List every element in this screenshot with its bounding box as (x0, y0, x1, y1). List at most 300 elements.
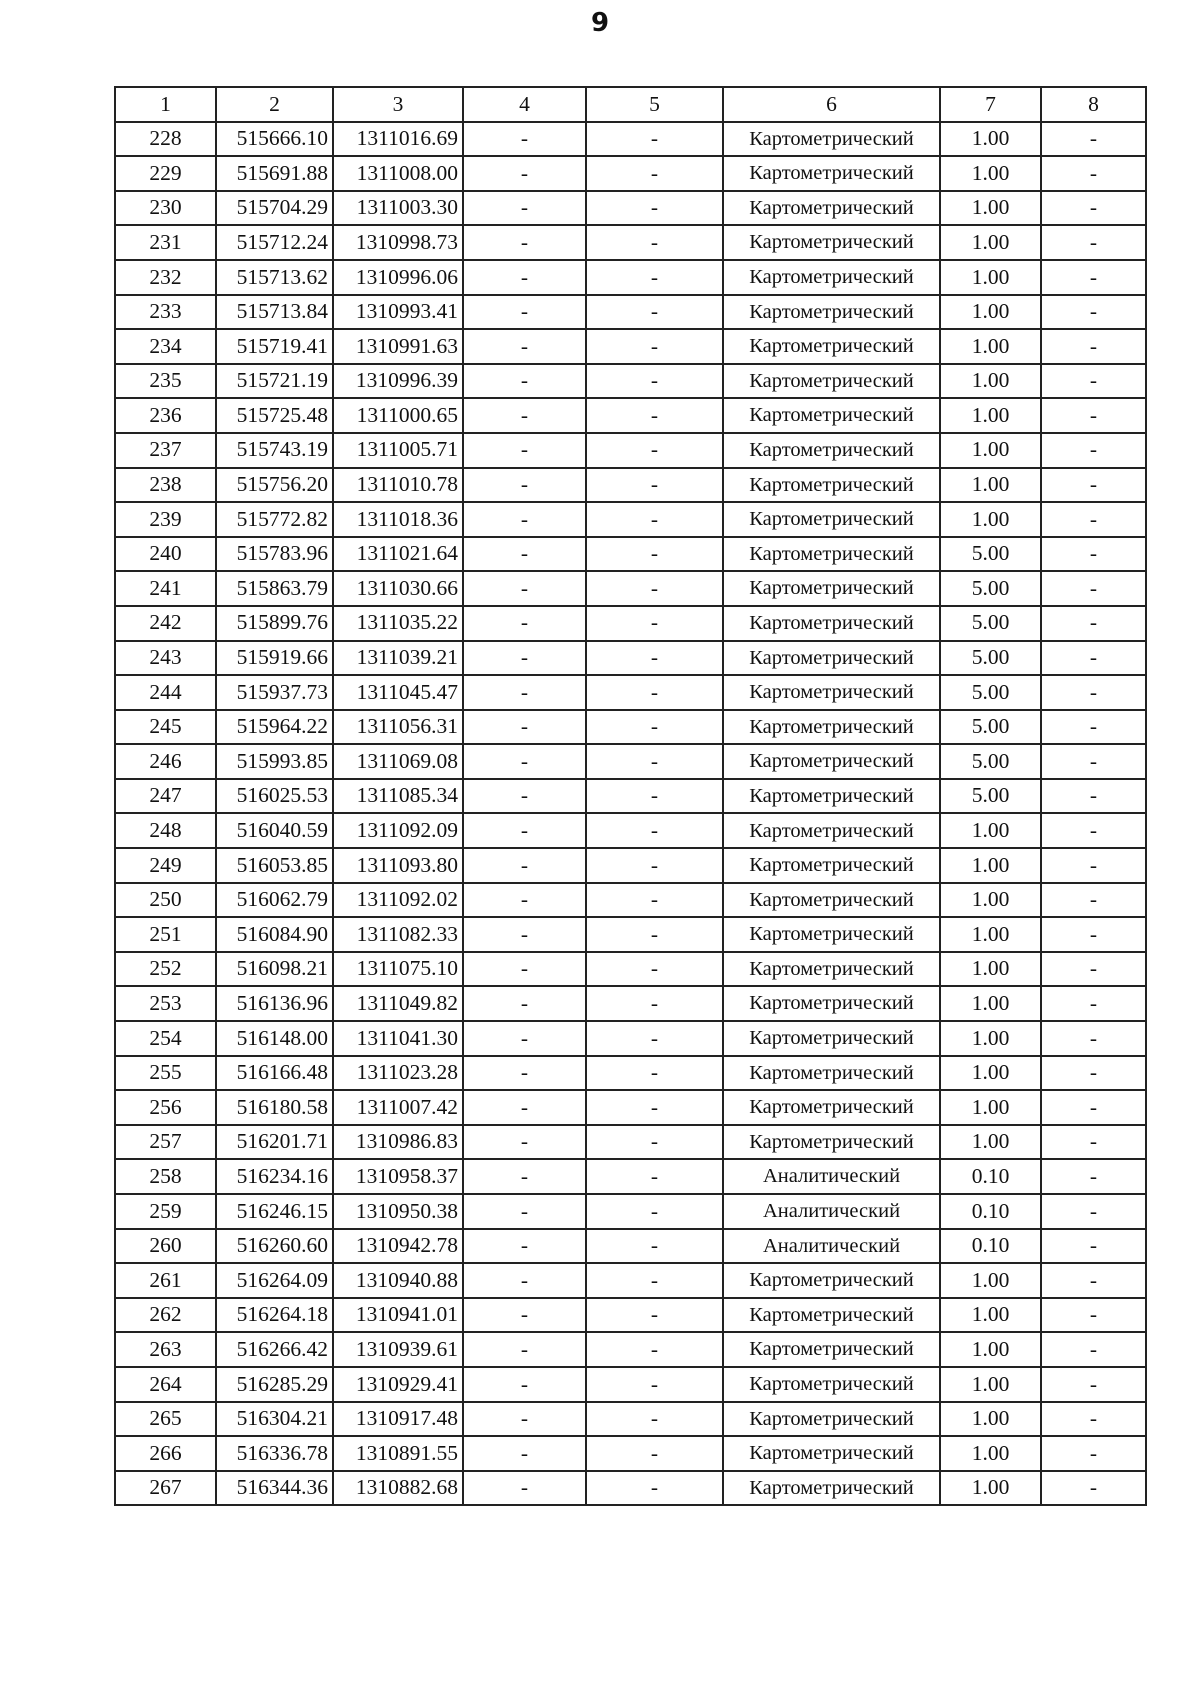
accuracy-cell: 5.00 (940, 779, 1041, 814)
column-header: 8 (1041, 87, 1146, 122)
accuracy-cell: 5.00 (940, 606, 1041, 641)
col4-cell: - (463, 675, 586, 710)
col4-cell: - (463, 364, 586, 399)
col4-cell: - (463, 1332, 586, 1367)
col4-cell: - (463, 813, 586, 848)
table-body (115, 122, 1146, 1506)
method-cell: Картометрический (723, 156, 940, 191)
col4-cell: - (463, 122, 586, 157)
table-row (115, 883, 1146, 918)
table-row (115, 1229, 1146, 1264)
table-row (115, 1125, 1146, 1160)
y-coordinate-cell: 1311030.66 (333, 571, 463, 606)
method-cell: Картометрический (723, 1263, 940, 1298)
x-coordinate-cell: 515756.20 (216, 468, 333, 503)
column-header: 1 (115, 87, 216, 122)
table-row (115, 710, 1146, 745)
accuracy-cell: 1.00 (940, 1298, 1041, 1333)
x-coordinate-cell: 516166.48 (216, 1056, 333, 1091)
y-coordinate-cell: 1310882.68 (333, 1471, 463, 1506)
col8-cell: - (1041, 1159, 1146, 1194)
accuracy-cell: 1.00 (940, 502, 1041, 537)
y-coordinate-cell: 1310986.83 (333, 1125, 463, 1160)
accuracy-cell: 1.00 (940, 848, 1041, 883)
accuracy-cell: 1.00 (940, 1263, 1041, 1298)
col5-cell: - (586, 1159, 723, 1194)
col5-cell: - (586, 1194, 723, 1229)
point-number-cell: 251 (115, 917, 216, 952)
point-number-cell: 253 (115, 986, 216, 1021)
col4-cell: - (463, 260, 586, 295)
accuracy-cell: 1.00 (940, 917, 1041, 952)
point-number-cell: 256 (115, 1090, 216, 1125)
col5-cell: - (586, 710, 723, 745)
point-number-cell: 252 (115, 952, 216, 987)
accuracy-cell: 5.00 (940, 675, 1041, 710)
col4-cell: - (463, 952, 586, 987)
y-coordinate-cell: 1310942.78 (333, 1229, 463, 1264)
table-row (115, 744, 1146, 779)
col8-cell: - (1041, 1263, 1146, 1298)
table-row (115, 433, 1146, 468)
x-coordinate-cell: 515704.29 (216, 191, 333, 226)
col5-cell: - (586, 398, 723, 433)
y-coordinate-cell: 1311075.10 (333, 952, 463, 987)
page-number: 9 (590, 8, 610, 38)
accuracy-cell: 1.00 (940, 1056, 1041, 1091)
table-row (115, 606, 1146, 641)
col4-cell: - (463, 502, 586, 537)
col8-cell: - (1041, 571, 1146, 606)
col8-cell: - (1041, 260, 1146, 295)
column-header: 6 (723, 87, 940, 122)
col5-cell: - (586, 571, 723, 606)
col5-cell: - (586, 1229, 723, 1264)
col8-cell: - (1041, 779, 1146, 814)
y-coordinate-cell: 1311021.64 (333, 537, 463, 572)
col5-cell: - (586, 1298, 723, 1333)
col8-cell: - (1041, 952, 1146, 987)
method-cell: Картометрический (723, 122, 940, 157)
table-row (115, 260, 1146, 295)
x-coordinate-cell: 515725.48 (216, 398, 333, 433)
table-row (115, 1021, 1146, 1056)
x-coordinate-cell: 516264.18 (216, 1298, 333, 1333)
col8-cell: - (1041, 986, 1146, 1021)
table-row (115, 1194, 1146, 1229)
col4-cell: - (463, 329, 586, 364)
col8-cell: - (1041, 1090, 1146, 1125)
method-cell: Картометрический (723, 1436, 940, 1471)
y-coordinate-cell: 1311010.78 (333, 468, 463, 503)
col5-cell: - (586, 917, 723, 952)
y-coordinate-cell: 1311035.22 (333, 606, 463, 641)
method-cell: Аналитический (723, 1229, 940, 1264)
col4-cell: - (463, 744, 586, 779)
method-cell: Картометрический (723, 1332, 940, 1367)
y-coordinate-cell: 1311092.02 (333, 883, 463, 918)
y-coordinate-cell: 1310958.37 (333, 1159, 463, 1194)
method-cell: Картометрический (723, 813, 940, 848)
col8-cell: - (1041, 1367, 1146, 1402)
table-row (115, 122, 1146, 157)
accuracy-cell: 1.00 (940, 1367, 1041, 1402)
y-coordinate-cell: 1310940.88 (333, 1263, 463, 1298)
table-header-row (115, 87, 1146, 122)
method-cell: Картометрический (723, 1056, 940, 1091)
x-coordinate-cell: 516084.90 (216, 917, 333, 952)
point-number-cell: 255 (115, 1056, 216, 1091)
table-row (115, 537, 1146, 572)
col8-cell: - (1041, 468, 1146, 503)
point-number-cell: 262 (115, 1298, 216, 1333)
x-coordinate-cell: 516285.29 (216, 1367, 333, 1402)
accuracy-cell: 1.00 (940, 122, 1041, 157)
accuracy-cell: 1.00 (940, 1125, 1041, 1160)
accuracy-cell: 1.00 (940, 398, 1041, 433)
table-row (115, 571, 1146, 606)
x-coordinate-cell: 515719.41 (216, 329, 333, 364)
col4-cell: - (463, 156, 586, 191)
point-number-cell: 249 (115, 848, 216, 883)
col4-cell: - (463, 606, 586, 641)
x-coordinate-cell: 516344.36 (216, 1471, 333, 1506)
accuracy-cell: 1.00 (940, 156, 1041, 191)
x-coordinate-cell: 515863.79 (216, 571, 333, 606)
table-row (115, 225, 1146, 260)
point-number-cell: 242 (115, 606, 216, 641)
point-number-cell: 247 (115, 779, 216, 814)
accuracy-cell: 1.00 (940, 813, 1041, 848)
x-coordinate-cell: 515964.22 (216, 710, 333, 745)
x-coordinate-cell: 515666.10 (216, 122, 333, 157)
y-coordinate-cell: 1310939.61 (333, 1332, 463, 1367)
method-cell: Картометрический (723, 848, 940, 883)
point-number-cell: 267 (115, 1471, 216, 1506)
x-coordinate-cell: 515713.62 (216, 260, 333, 295)
y-coordinate-cell: 1310917.48 (333, 1402, 463, 1437)
accuracy-cell: 1.00 (940, 1436, 1041, 1471)
col8-cell: - (1041, 295, 1146, 330)
table-row (115, 329, 1146, 364)
column-header: 5 (586, 87, 723, 122)
x-coordinate-cell: 516136.96 (216, 986, 333, 1021)
method-cell: Аналитический (723, 1194, 940, 1229)
point-number-cell: 259 (115, 1194, 216, 1229)
accuracy-cell: 1.00 (940, 295, 1041, 330)
col5-cell: - (586, 156, 723, 191)
col8-cell: - (1041, 433, 1146, 468)
accuracy-cell: 1.00 (940, 952, 1041, 987)
table-row (115, 1090, 1146, 1125)
method-cell: Картометрический (723, 1021, 940, 1056)
col8-cell: - (1041, 744, 1146, 779)
col4-cell: - (463, 225, 586, 260)
point-number-cell: 229 (115, 156, 216, 191)
accuracy-cell: 1.00 (940, 1471, 1041, 1506)
column-header: 4 (463, 87, 586, 122)
y-coordinate-cell: 1311082.33 (333, 917, 463, 952)
col4-cell: - (463, 710, 586, 745)
point-number-cell: 245 (115, 710, 216, 745)
table-row (115, 779, 1146, 814)
x-coordinate-cell: 515772.82 (216, 502, 333, 537)
col8-cell: - (1041, 641, 1146, 676)
y-coordinate-cell: 1311085.34 (333, 779, 463, 814)
x-coordinate-cell: 516336.78 (216, 1436, 333, 1471)
x-coordinate-cell: 516180.58 (216, 1090, 333, 1125)
method-cell: Картометрический (723, 1298, 940, 1333)
col8-cell: - (1041, 329, 1146, 364)
x-coordinate-cell: 516264.09 (216, 1263, 333, 1298)
method-cell: Картометрический (723, 329, 940, 364)
accuracy-cell: 1.00 (940, 260, 1041, 295)
method-cell: Картометрический (723, 1125, 940, 1160)
col8-cell: - (1041, 398, 1146, 433)
table-row (115, 986, 1146, 1021)
point-number-cell: 265 (115, 1402, 216, 1437)
table-row (115, 813, 1146, 848)
x-coordinate-cell: 515937.73 (216, 675, 333, 710)
accuracy-cell: 5.00 (940, 710, 1041, 745)
col4-cell: - (463, 398, 586, 433)
table-row (115, 191, 1146, 226)
col8-cell: - (1041, 1298, 1146, 1333)
col8-cell: - (1041, 191, 1146, 226)
col5-cell: - (586, 1263, 723, 1298)
table-row (115, 675, 1146, 710)
col5-cell: - (586, 329, 723, 364)
table-row (115, 468, 1146, 503)
method-cell: Картометрический (723, 537, 940, 572)
table-row (115, 1367, 1146, 1402)
column-header: 2 (216, 87, 333, 122)
accuracy-cell: 5.00 (940, 744, 1041, 779)
col4-cell: - (463, 1021, 586, 1056)
method-cell: Картометрический (723, 606, 940, 641)
table-row (115, 1332, 1146, 1367)
col4-cell: - (463, 1298, 586, 1333)
point-number-cell: 246 (115, 744, 216, 779)
table-row (115, 641, 1146, 676)
point-number-cell: 231 (115, 225, 216, 260)
method-cell: Картометрический (723, 883, 940, 918)
accuracy-cell: 0.10 (940, 1194, 1041, 1229)
point-number-cell: 241 (115, 571, 216, 606)
col4-cell: - (463, 1159, 586, 1194)
x-coordinate-cell: 516148.00 (216, 1021, 333, 1056)
col8-cell: - (1041, 813, 1146, 848)
table-row (115, 1298, 1146, 1333)
col5-cell: - (586, 1125, 723, 1160)
col4-cell: - (463, 468, 586, 503)
table-row (115, 398, 1146, 433)
col8-cell: - (1041, 1402, 1146, 1437)
point-number-cell: 254 (115, 1021, 216, 1056)
y-coordinate-cell: 1310941.01 (333, 1298, 463, 1333)
method-cell: Аналитический (723, 1159, 940, 1194)
method-cell: Картометрический (723, 295, 940, 330)
col5-cell: - (586, 260, 723, 295)
y-coordinate-cell: 1310996.39 (333, 364, 463, 399)
col5-cell: - (586, 675, 723, 710)
col8-cell: - (1041, 1021, 1146, 1056)
accuracy-cell: 5.00 (940, 537, 1041, 572)
col4-cell: - (463, 1056, 586, 1091)
x-coordinate-cell: 515919.66 (216, 641, 333, 676)
col8-cell: - (1041, 1056, 1146, 1091)
col5-cell: - (586, 1436, 723, 1471)
y-coordinate-cell: 1311041.30 (333, 1021, 463, 1056)
accuracy-cell: 5.00 (940, 641, 1041, 676)
method-cell: Картометрический (723, 225, 940, 260)
col5-cell: - (586, 122, 723, 157)
method-cell: Картометрический (723, 433, 940, 468)
method-cell: Картометрический (723, 986, 940, 1021)
col8-cell: - (1041, 1436, 1146, 1471)
point-number-cell: 248 (115, 813, 216, 848)
x-coordinate-cell: 516025.53 (216, 779, 333, 814)
col5-cell: - (586, 1471, 723, 1506)
point-number-cell: 257 (115, 1125, 216, 1160)
table-row (115, 1402, 1146, 1437)
y-coordinate-cell: 1311008.00 (333, 156, 463, 191)
col5-cell: - (586, 1090, 723, 1125)
col5-cell: - (586, 225, 723, 260)
x-coordinate-cell: 515993.85 (216, 744, 333, 779)
x-coordinate-cell: 516266.42 (216, 1332, 333, 1367)
col4-cell: - (463, 1194, 586, 1229)
method-cell: Картометрический (723, 744, 940, 779)
col4-cell: - (463, 1090, 586, 1125)
point-number-cell: 264 (115, 1367, 216, 1402)
method-cell: Картометрический (723, 710, 940, 745)
y-coordinate-cell: 1311023.28 (333, 1056, 463, 1091)
col5-cell: - (586, 364, 723, 399)
col5-cell: - (586, 744, 723, 779)
y-coordinate-cell: 1311093.80 (333, 848, 463, 883)
method-cell: Картометрический (723, 1090, 940, 1125)
x-coordinate-cell: 516062.79 (216, 883, 333, 918)
y-coordinate-cell: 1311018.36 (333, 502, 463, 537)
col5-cell: - (586, 779, 723, 814)
method-cell: Картометрический (723, 675, 940, 710)
col8-cell: - (1041, 122, 1146, 157)
point-number-cell: 232 (115, 260, 216, 295)
accuracy-cell: 1.00 (940, 191, 1041, 226)
col4-cell: - (463, 848, 586, 883)
x-coordinate-cell: 516098.21 (216, 952, 333, 987)
x-coordinate-cell: 516304.21 (216, 1402, 333, 1437)
col8-cell: - (1041, 675, 1146, 710)
col5-cell: - (586, 1367, 723, 1402)
method-cell: Картометрический (723, 398, 940, 433)
col4-cell: - (463, 1471, 586, 1506)
x-coordinate-cell: 516201.71 (216, 1125, 333, 1160)
col5-cell: - (586, 191, 723, 226)
accuracy-cell: 0.10 (940, 1159, 1041, 1194)
col8-cell: - (1041, 917, 1146, 952)
col5-cell: - (586, 883, 723, 918)
accuracy-cell: 1.00 (940, 883, 1041, 918)
table-row (115, 364, 1146, 399)
col8-cell: - (1041, 537, 1146, 572)
method-cell: Картометрический (723, 1367, 940, 1402)
accuracy-cell: 1.00 (940, 1332, 1041, 1367)
col4-cell: - (463, 1367, 586, 1402)
table-row (115, 1436, 1146, 1471)
point-number-cell: 243 (115, 641, 216, 676)
col4-cell: - (463, 779, 586, 814)
col8-cell: - (1041, 1194, 1146, 1229)
point-number-cell: 250 (115, 883, 216, 918)
col4-cell: - (463, 191, 586, 226)
y-coordinate-cell: 1311092.09 (333, 813, 463, 848)
point-number-cell: 261 (115, 1263, 216, 1298)
x-coordinate-cell: 516260.60 (216, 1229, 333, 1264)
col5-cell: - (586, 1056, 723, 1091)
accuracy-cell: 1.00 (940, 364, 1041, 399)
col8-cell: - (1041, 883, 1146, 918)
table-row (115, 1263, 1146, 1298)
col8-cell: - (1041, 710, 1146, 745)
col5-cell: - (586, 952, 723, 987)
col5-cell: - (586, 537, 723, 572)
method-cell: Картометрический (723, 191, 940, 226)
point-number-cell: 238 (115, 468, 216, 503)
accuracy-cell: 1.00 (940, 433, 1041, 468)
method-cell: Картометрический (723, 364, 940, 399)
y-coordinate-cell: 1310996.06 (333, 260, 463, 295)
y-coordinate-cell: 1311045.47 (333, 675, 463, 710)
col8-cell: - (1041, 1471, 1146, 1506)
x-coordinate-cell: 516053.85 (216, 848, 333, 883)
table-row (115, 1471, 1146, 1506)
point-number-cell: 234 (115, 329, 216, 364)
y-coordinate-cell: 1310993.41 (333, 295, 463, 330)
y-coordinate-cell: 1310991.63 (333, 329, 463, 364)
col5-cell: - (586, 1402, 723, 1437)
point-number-cell: 230 (115, 191, 216, 226)
col8-cell: - (1041, 848, 1146, 883)
x-coordinate-cell: 515712.24 (216, 225, 333, 260)
y-coordinate-cell: 1311049.82 (333, 986, 463, 1021)
col5-cell: - (586, 433, 723, 468)
col8-cell: - (1041, 1332, 1146, 1367)
y-coordinate-cell: 1311005.71 (333, 433, 463, 468)
x-coordinate-cell: 515783.96 (216, 537, 333, 572)
col8-cell: - (1041, 364, 1146, 399)
method-cell: Картометрический (723, 779, 940, 814)
table-row (115, 848, 1146, 883)
col4-cell: - (463, 986, 586, 1021)
y-coordinate-cell: 1310929.41 (333, 1367, 463, 1402)
col5-cell: - (586, 641, 723, 676)
y-coordinate-cell: 1311069.08 (333, 744, 463, 779)
col5-cell: - (586, 813, 723, 848)
point-number-cell: 228 (115, 122, 216, 157)
col4-cell: - (463, 1402, 586, 1437)
method-cell: Картометрический (723, 1471, 940, 1506)
y-coordinate-cell: 1310891.55 (333, 1436, 463, 1471)
table-row (115, 1056, 1146, 1091)
accuracy-cell: 5.00 (940, 571, 1041, 606)
method-cell: Картометрический (723, 917, 940, 952)
col4-cell: - (463, 537, 586, 572)
col4-cell: - (463, 917, 586, 952)
accuracy-cell: 1.00 (940, 329, 1041, 364)
x-coordinate-cell: 516234.16 (216, 1159, 333, 1194)
